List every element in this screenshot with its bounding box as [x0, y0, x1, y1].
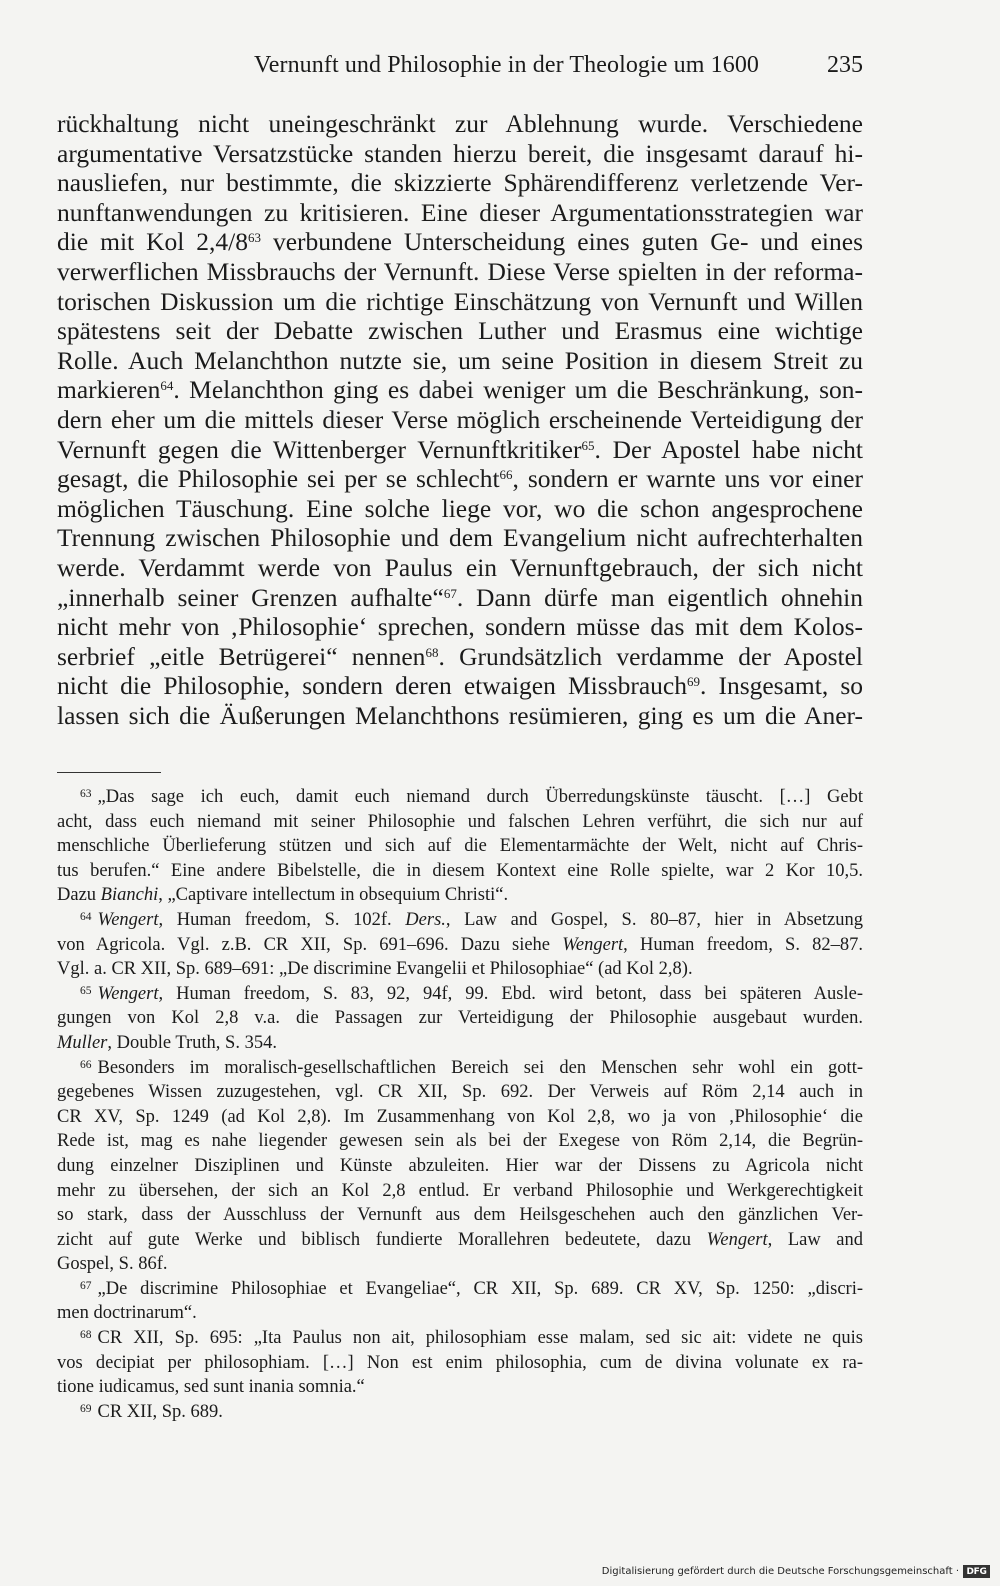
text-segment: die mit Kol 2,4/8 — [57, 227, 248, 257]
author-name: Muller — [57, 1032, 108, 1053]
text-segment: . Insgesamt, so — [699, 671, 863, 701]
footnote-text: , „Captivare intellectum in obsequium Christi“. — [158, 885, 509, 906]
footnote-ref-65[interactable]: 65 — [581, 437, 595, 453]
footnote-text: CR XII, Sp. 689. — [97, 1401, 223, 1422]
author-name: Wengert — [97, 909, 159, 930]
author-name: Wengert — [97, 983, 159, 1004]
running-title: Vernunft und Philosophie in der Theologie um 1600 — [253, 52, 760, 78]
footnote-text: „De discrimine Philosophiae et Evangeliae“, CR XII, Sp. 689. CR XV, Sp. 1250: „discri- — [97, 1278, 863, 1299]
text-line: argumentative Versatzstücke standen hierzu bereit, die insgesamt darauf hi- — [57, 138, 863, 168]
footnote-line: Rede ist, mag es nahe liegender gewesen sein als bei der Exegese von Röm 2,14, die Begrün- — [57, 1131, 863, 1152]
footnote-number: 65 — [80, 984, 92, 997]
footnote-text: von Agricola. Vgl. z.B. CR XII, Sp. 691–696. Dazu siehe — [57, 934, 563, 955]
footnote-line: men doctrinarum“. — [57, 1303, 197, 1324]
text-line: torischen Diskussion um die richtige Einschätzung von Vernunft und Willen — [57, 286, 863, 316]
author-name: Bianchi — [100, 885, 159, 906]
text-line — [57, 671, 863, 701]
footnote-line: vos decipiat per philosophiam. […] Non est enim philosophia, cum de divina volunate ex ra- — [57, 1352, 863, 1373]
footnote-line: menschliche Überlieferung stützen und sich auf die Elementarmächte der Welt, nicht auf Chris- — [57, 836, 863, 857]
footnote-text: zicht auf gute Werke und biblisch fundierte Morallehren bedeutete, dazu — [57, 1229, 707, 1250]
text-segment: . Grundsätzlich verdamme der Apostel — [438, 641, 863, 671]
footnote-text: , Human freedom, S. 102f. — [158, 909, 406, 930]
text-line: nausliefen, nur bestimmte, die skizzierte Sphärendifferenz verletzende Ver- — [57, 168, 863, 198]
footnote-text: , Double Truth, S. 354. — [107, 1032, 277, 1053]
text-line: nicht mehr von ‚Philosophie‘ sprechen, sondern müsse das mit dem Kolos- — [57, 612, 863, 642]
footnote-ref-66[interactable]: 66 — [499, 467, 513, 483]
footnote-text: „Das sage ich euch, damit euch niemand durch Überredungskünste täuscht. […] Gebt — [97, 787, 863, 807]
text-segment: „innerhalb seiner Grenzen aufhalte“ — [57, 582, 444, 612]
footnote-number: 69 — [80, 1402, 92, 1415]
footnote-text: , Law and — [767, 1229, 863, 1250]
footnote-number: 63 — [80, 788, 92, 800]
digitization-credit — [602, 1565, 990, 1578]
footnote-line — [57, 933, 863, 958]
footnote-ref-68[interactable]: 68 — [425, 644, 439, 660]
footnote-line: Vgl. a. CR XII, Sp. 689–691: „De discrimine Evangelii et Philosophiae“ (ad Kol 2,8). — [57, 959, 693, 980]
footnote-text: , Human freedom, S. 82–87. — [623, 934, 863, 955]
footnote-number: 67 — [80, 1279, 92, 1292]
footnote-65 — [57, 982, 863, 1007]
text-line: Trennung zwischen Philosophie und dem Evangelium nicht aufrechterhalten — [57, 523, 863, 553]
text-segment: nicht die Philosophie, sondern deren etwaigen Missbrauch — [57, 671, 687, 701]
text-line — [57, 642, 863, 672]
footnote-number: 64 — [80, 910, 92, 923]
footnote-line: gungen von Kol 2,8 v.a. die Passagen zur Verteidigung der Philosophie ausgebaut wurden. — [57, 1008, 863, 1029]
footnote-line: Gospel, S. 86f. — [57, 1254, 168, 1275]
text-line — [57, 375, 863, 405]
footnote-68 — [57, 1326, 863, 1351]
text-segment: verbundene Unterscheidung eines guten Ge- und eines — [272, 227, 863, 257]
text-line: spätestens seit der Debatte zwischen Luther und Erasmus eine wichtige — [57, 316, 863, 346]
footnote-66 — [57, 1056, 863, 1081]
text-line — [57, 435, 863, 465]
author-name: Wengert — [562, 934, 624, 955]
footnotes — [57, 785, 863, 1424]
footnote-line — [57, 1228, 863, 1253]
footnote-text: Dazu — [57, 885, 101, 906]
text-segment: , sondern er warnte uns vor einer — [512, 464, 863, 494]
footnote-text: , Law and Gospel, S. 80–87, hier in Absetzung — [445, 909, 863, 930]
footnote-line: mehr zu übersehen, der sich an Kol 2,8 entlud. Er verband Philosophie und Werkgerechtigkeit — [57, 1180, 863, 1201]
text-line: rückhaltung nicht uneingeschränkt zur Ablehnung wurde. Verschiedene — [57, 109, 863, 138]
footnote-number: 68 — [80, 1329, 92, 1342]
text-segment: . Der Apostel habe nicht — [594, 434, 863, 464]
footnote-text: Besonders im moralisch-gesellschaftlichen Bereich sei den Menschen sehr wohl ein gott- — [97, 1057, 863, 1078]
text-segment: gesagt, die Philosophie sei per se schlecht — [57, 464, 500, 494]
footnote-line: dung einzelner Disziplinen und Künste abzuleiten. Hier war der Dissens zu Agricola nicht — [57, 1155, 863, 1176]
footnote-text: CR XII, Sp. 695: „Ita Paulus non ait, philosophiam esse malam, sed sic ait: videte ne quis — [97, 1328, 863, 1349]
footnote-69 — [57, 1400, 863, 1425]
main-text — [57, 109, 863, 730]
footnote-63 — [57, 785, 863, 810]
text-line: lassen sich die Äußerungen Melanchthons resümieren, ging es um die Aner- — [57, 700, 863, 730]
footnote-line: tione iudicamus, sed sunt inania somnia.“ — [57, 1377, 365, 1398]
text-line — [57, 583, 863, 613]
text-segment: markieren — [57, 375, 161, 405]
text-segment: serbrief „eitle Betrügerei“ nennen — [57, 641, 426, 671]
footnote-line: gegebenes Wissen zuzugestehen, vgl. CR XII, Sp. 692. Der Verweis auf Röm 2,14 auch in — [57, 1082, 863, 1103]
footnote-line — [57, 1031, 863, 1056]
text-line: nunftanwendungen zu kritisieren. Eine dieser Argumentationsstrategien war — [57, 197, 863, 227]
footnote-separator — [57, 772, 161, 773]
footnote-ref-63[interactable]: 63 — [247, 230, 261, 246]
text-line — [57, 227, 863, 257]
running-head — [60, 52, 863, 86]
footnote-ref-67[interactable]: 67 — [443, 585, 457, 601]
footnote-line: acht, dass euch niemand mit seiner Philosophie und falschen Lehren verführt, die sich nur auf — [57, 811, 863, 832]
text-line: möglichen Täuschung. Eine solche liege vor, wo die schon angesprochene — [57, 493, 863, 523]
footnote-ref-64[interactable]: 64 — [160, 378, 174, 394]
author-name: Wengert — [706, 1229, 768, 1250]
text-line: verwerflichen Missbrauchs der Vernunft. Diese Verse spielten in der reforma- — [57, 256, 863, 286]
footnote-number: 66 — [80, 1058, 92, 1071]
text-segment: . Dann dürfe man eigentlich ohnehin — [456, 582, 864, 612]
footnote-text: , Human freedom, S. 83, 92, 94f, 99. Ebd. wird betont, dass bei späteren Ausle- — [158, 983, 863, 1004]
text-line: dern eher um die mittels dieser Verse möglich erscheinende Verteidigung der — [57, 404, 863, 434]
footnote-line: CR XV, Sp. 1249 (ad Kol 2,8). Im Zusammenhang von Kol 2,8, wo ja von ‚Philosophie‘ die — [57, 1106, 863, 1127]
text-segment: Vernunft gegen die Wittenberger Vernunftkritiker — [57, 434, 582, 464]
footnote-line: tus berufen.“ Eine andere Bibelstelle, die in diesem Kontext eine Rolle spielte, war 2 Kor 10,5. — [57, 860, 863, 881]
footnote-line: so stark, dass der Ausschluss der Vernunft aus dem Heilsgeschehen auch den gänzlichen Ver- — [57, 1205, 863, 1226]
footnote-ref-69[interactable]: 69 — [686, 674, 700, 690]
author-name: Ders. — [405, 909, 446, 930]
text-line: werde. Verdammt werde von Paulus ein Vernunftgebrauch, der sich nicht — [57, 552, 863, 582]
credit-text: Digitalisierung gefördert durch die Deutsche Forschungsgemeinschaft · — [601, 1566, 959, 1577]
dfg-logo: DFG — [963, 1565, 990, 1578]
footnote-64 — [57, 908, 863, 933]
footnote-line — [57, 883, 863, 908]
footnote-67 — [57, 1277, 863, 1302]
text-segment: . Melanchthon ging es dabei weniger um die Beschränkung, son- — [173, 375, 863, 405]
text-line: Rolle. Auch Melanchthon nutzte sie, um seine Position in diesem Streit zu — [57, 345, 863, 375]
page-number: 235 — [827, 52, 863, 78]
text-line — [57, 464, 863, 494]
